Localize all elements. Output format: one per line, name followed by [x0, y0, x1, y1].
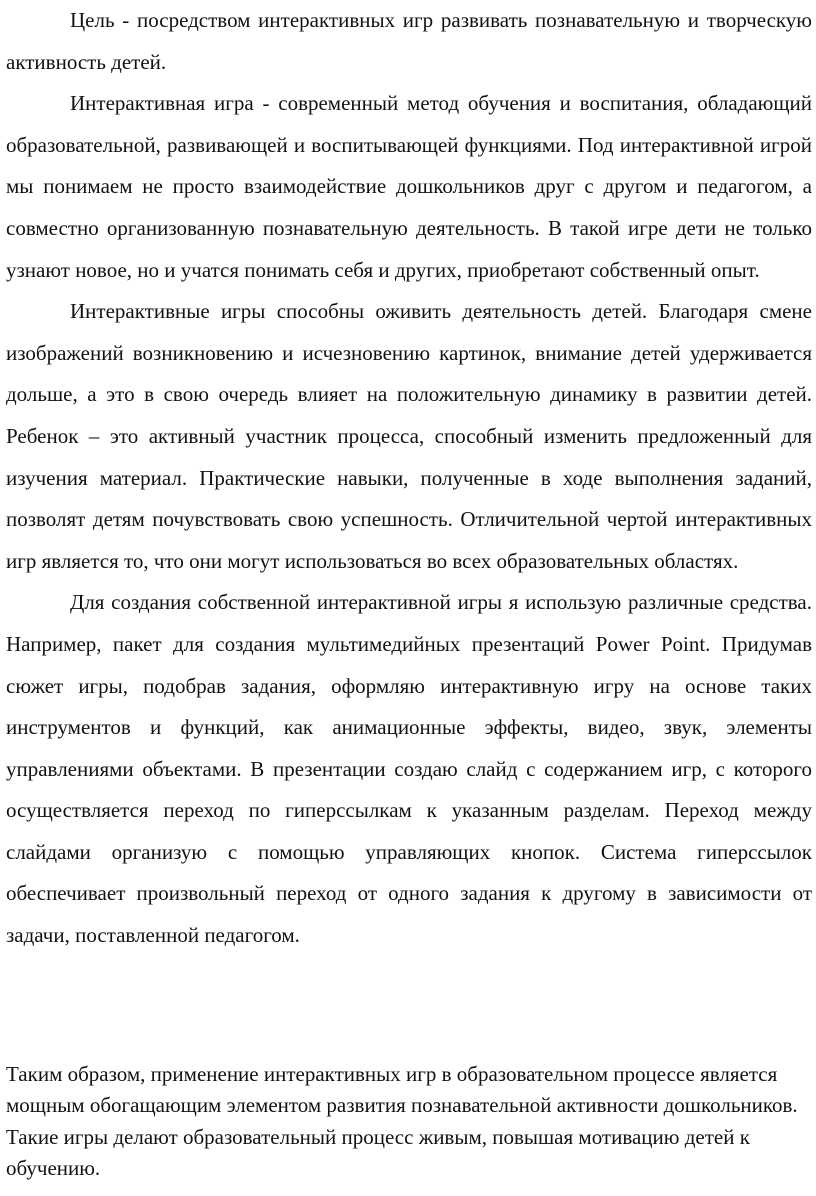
paragraph-creation: Для создания собственной интерактивной игры я использую различные средства. Например, пакет для создания мультимедийных презентаций Power Point. Придумав сюжет игры, подобрав задания, оформляю интерактивную игру на основе таких инструментов и функций, как анимационные эффекты, видео, звук, элементы управлениями объектами. В презентации создаю слайд с содержанием игр, с которого осуществляется переход по гиперссылкам к указанным разделам. Переход между слайдами организую с помощью управляющих кнопок. Система гиперссылок обеспечивает произвольный переход от одного задания к другому в зависимости от задачи, поставленной педагогом. [6, 590, 812, 948]
paragraph-conclusion: Таким образом, применение интерактивных игр в образовательном процессе является мощным обогащающим элементом развития познавательной активности дошкольников. Такие игры делают образовательный процесс живым, повышая мотивацию детей к обучению. [6, 1062, 798, 1181]
conclusion-block [6, 1059, 812, 1185]
paragraph-definition: Интерактивная игра - современный метод обучения и воспитания, обладающий образовательной, развивающей и воспитывающей функциями. Под интерактивной игрой мы понимаем не просто взаимодействие дошкольников друг с другом и педагогом, а совместно организованную познавательную деятельность. В такой игре дети не только узнают новое, но и учатся понимать себя и других, приобретают собственный опыт. [6, 91, 812, 282]
paragraph-goal: Цель - посредством интерактивных игр развивать познавательную и творческую активность детей. [6, 8, 812, 74]
document-body [6, 0, 812, 957]
paragraph-benefits: Интерактивные игры способны оживить деятельность детей. Благодаря смене изображений возникновению и исчезновению картинок, внимание детей удерживается дольше, а это в свою очередь влияет на положительную динамику в развитии детей. Ребенок – это активный участник процесса, способный изменить предложенный для изучения материал. Практические навыки, полученные в ходе выполнения заданий, позволят детям почувствовать свою успешность. Отличительной чертой интерактивных игр является то, что они могут использоваться во всех образовательных областях. [6, 299, 812, 573]
